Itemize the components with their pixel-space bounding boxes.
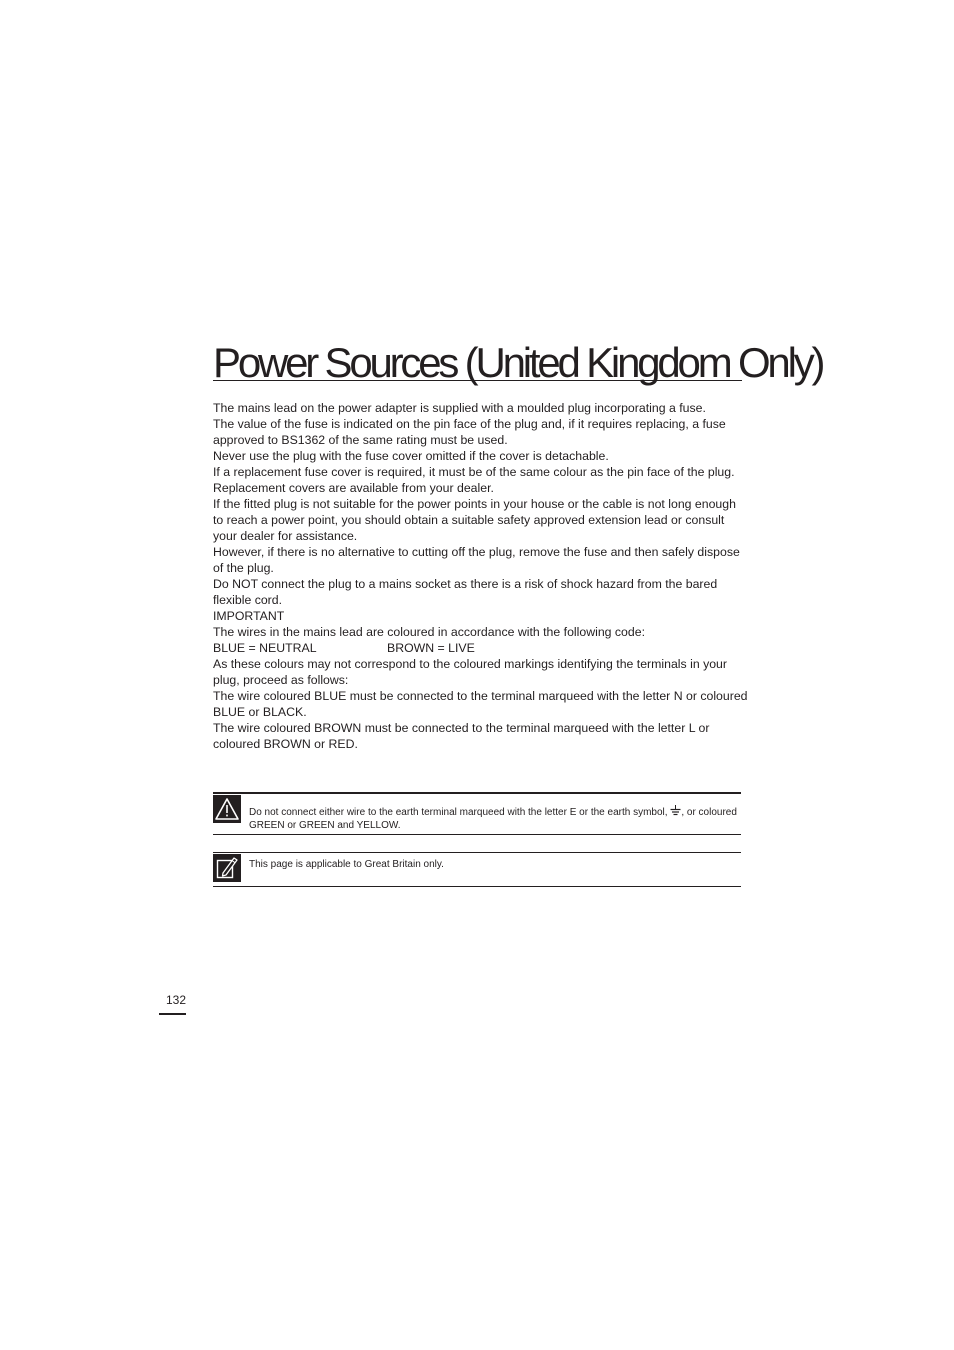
paragraph: Do NOT connect the plug to a mains socket as there is a risk of shock hazard from the bared flexible cord. bbox=[213, 577, 718, 607]
title-underline bbox=[213, 380, 742, 381]
paragraph: If a replacement fuse cover is required, it must be of the same colour as the pin face of the plug. Replacement covers are available from your dealer. bbox=[213, 465, 735, 495]
wire-code-brown: BROWN = LIVE bbox=[387, 641, 475, 655]
page-number-underline bbox=[159, 1013, 186, 1015]
paragraph: The wire coloured BROWN must be connected to the terminal marqueed with the letter L or coloured BROWN or RED. bbox=[213, 721, 710, 751]
body-text bbox=[213, 400, 748, 752]
note-pencil-icon bbox=[213, 854, 241, 882]
paragraph: The wire coloured BLUE must be connected to the terminal marqueed with the letter N or coloured BLUE or BLACK. bbox=[213, 689, 748, 719]
paragraph: The mains lead on the power adapter is supplied with a moulded plug incorporating a fuse. bbox=[213, 401, 706, 415]
warning-note bbox=[213, 792, 741, 835]
warning-text-start: Do not connect either wire to the earth terminal marqueed with the letter E or the earth symbol, bbox=[249, 807, 671, 818]
warning-text-end: , or coloured GREEN or GREEN and YELLOW. bbox=[249, 807, 737, 831]
info-note bbox=[213, 852, 741, 887]
wire-colour-code bbox=[213, 640, 748, 656]
paragraph: As these colours may not correspond to the coloured markings identifying the terminals in your plug, proceed as follows: bbox=[213, 657, 727, 687]
page-number: 132 bbox=[165, 993, 186, 1007]
important-heading: IMPORTANT bbox=[213, 609, 285, 623]
earth-ground-icon bbox=[670, 805, 681, 820]
warning-text bbox=[249, 805, 743, 832]
paragraph: The wires in the mains lead are coloured in accordance with the following code: bbox=[213, 625, 645, 639]
note-text: This page is applicable to Great Britain only. bbox=[249, 859, 444, 870]
warning-triangle-icon bbox=[213, 795, 241, 823]
paragraph: If the fitted plug is not suitable for the power points in your house or the cable is not long enough to reach a power point, you should obtain a suitable safety approved extension lead or consult your dealer for assistance. bbox=[213, 497, 736, 543]
wire-code-blue: BLUE = NEUTRAL bbox=[213, 641, 317, 655]
paragraph: However, if there is no alternative to cutting off the plug, remove the fuse and then safely dispose of the plug. bbox=[213, 545, 740, 575]
paragraph: Never use the plug with the fuse cover omitted if the cover is detachable. bbox=[213, 449, 609, 463]
paragraph: The value of the fuse is indicated on the pin face of the plug and, if it requires replacing, a fuse approved to BS1362 of the same rating must be used. bbox=[213, 417, 726, 447]
page-title: Power Sources (United Kingdom Only) bbox=[213, 339, 823, 386]
